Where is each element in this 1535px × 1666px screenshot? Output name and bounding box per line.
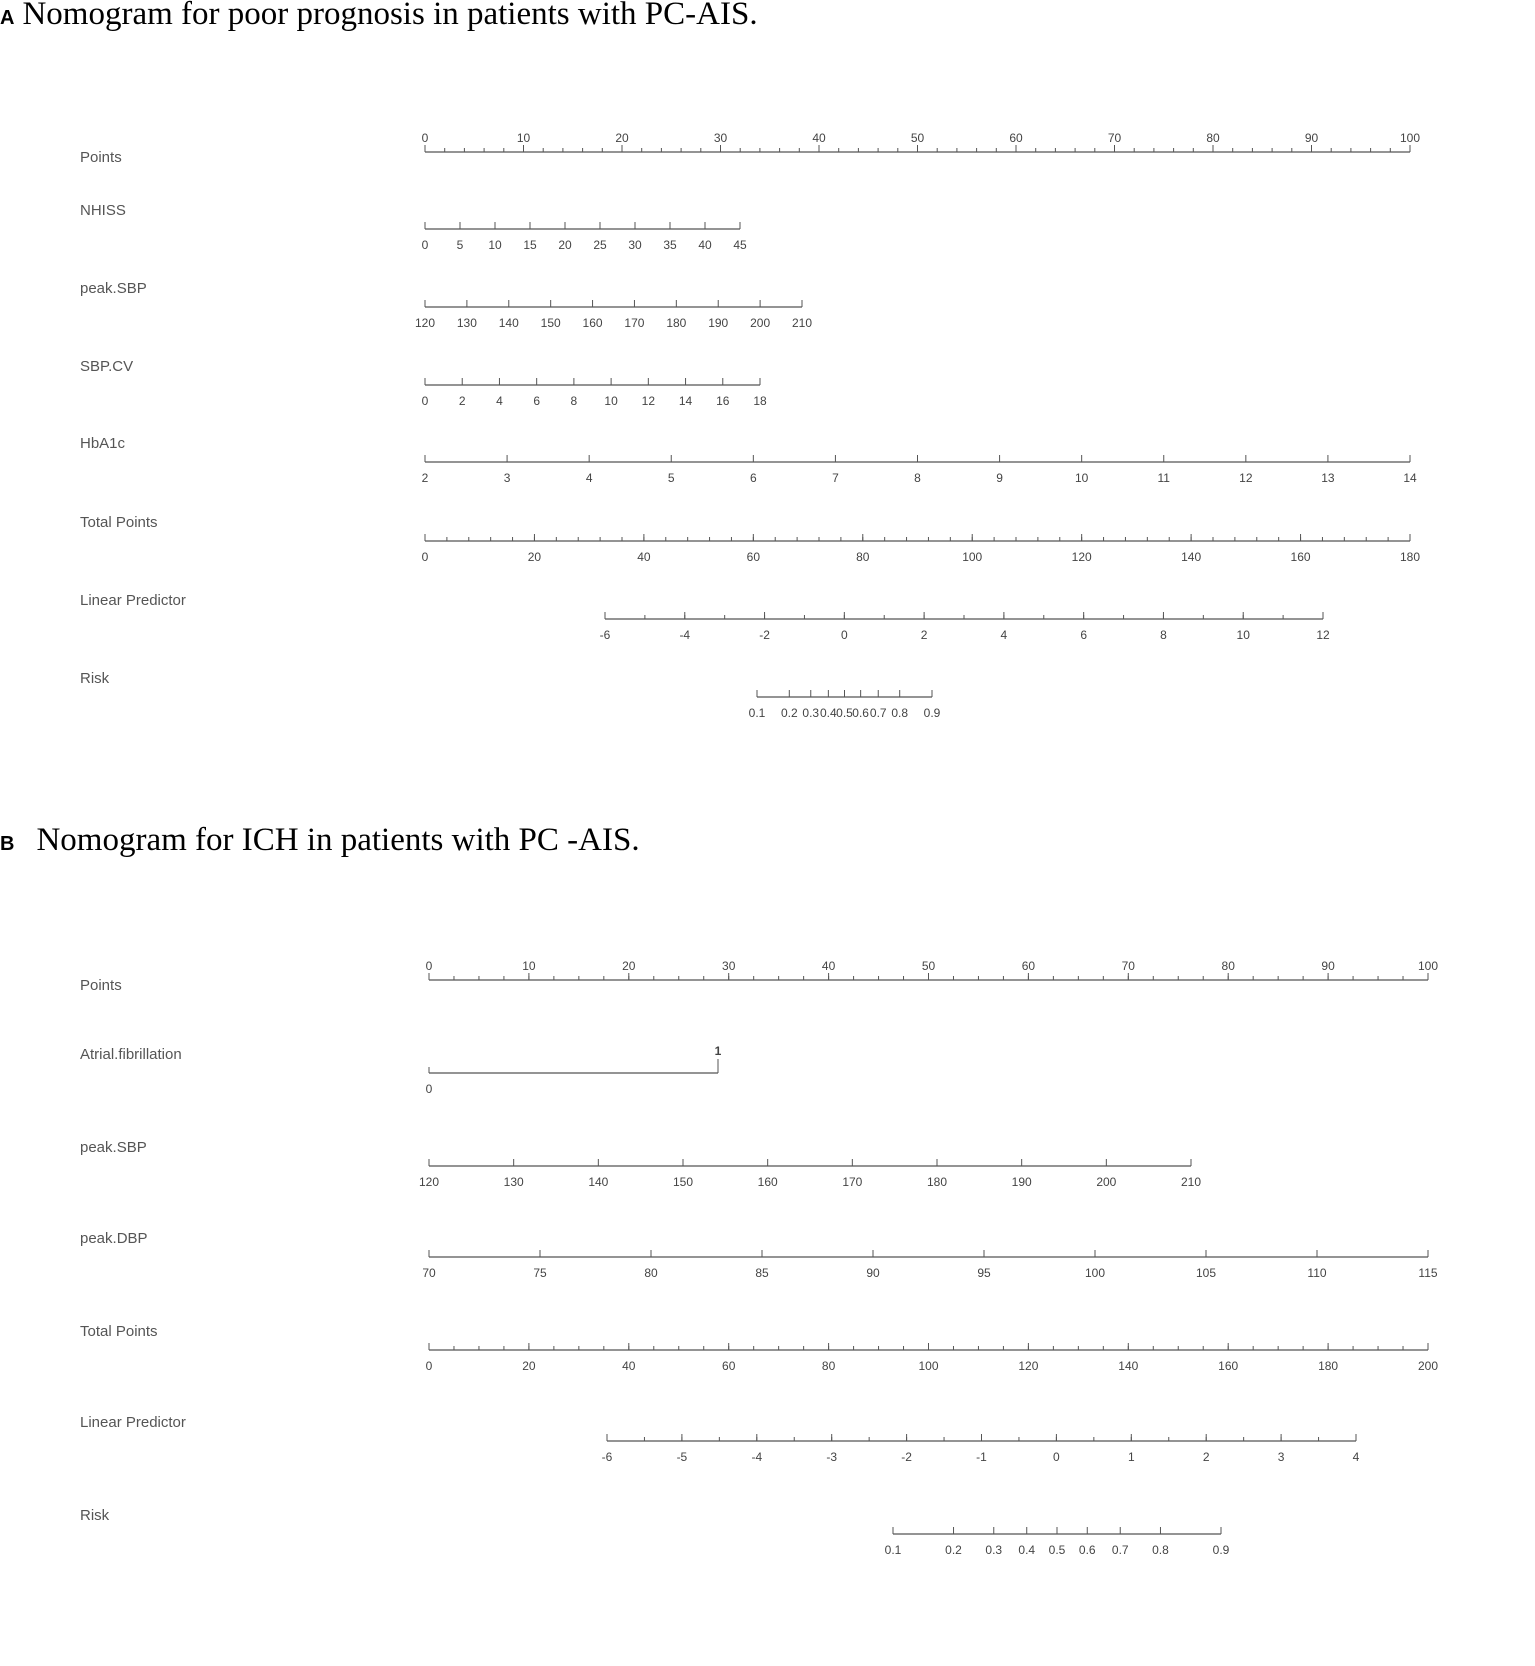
- tick-label: 2: [458, 394, 466, 408]
- tick-label: 180: [1318, 1359, 1339, 1373]
- axis-risk: [80, 670, 941, 720]
- tick-label: 40: [637, 550, 651, 564]
- tick-label: 70: [422, 1266, 436, 1280]
- tick-label: 170: [842, 1175, 863, 1189]
- axis-total-points: [80, 514, 1420, 564]
- tick-label: 30: [628, 238, 642, 252]
- tick-label: 105: [1195, 1266, 1217, 1280]
- tick-label: 70: [1107, 131, 1122, 145]
- tick-label: 60: [1021, 959, 1036, 973]
- tick-label: 10: [488, 238, 502, 252]
- tick-label: 85: [755, 1266, 769, 1280]
- tick-label: 190: [708, 316, 729, 330]
- tick-label: 14: [1403, 471, 1417, 485]
- tick-label: 150: [540, 316, 561, 330]
- tick-label: 0.2: [780, 706, 798, 720]
- tick-label: 120: [414, 316, 436, 330]
- tick-label: 12: [1239, 471, 1253, 485]
- axis-sbp-cv: [80, 358, 767, 408]
- tick-label: 15: [523, 238, 537, 252]
- tick-label: -1: [976, 1450, 987, 1464]
- tick-label: 35: [663, 238, 677, 252]
- tick-label: 50: [910, 131, 925, 145]
- tick-label: 160: [582, 316, 603, 330]
- tick-label: 30: [722, 959, 736, 973]
- axis-label-peak-sbp: peak.SBP: [80, 1139, 147, 1156]
- tick-label: 80: [821, 1359, 836, 1373]
- tick-label: 0.1: [748, 706, 766, 720]
- axis-linear-predictor: [80, 592, 1330, 642]
- tick-label: 0.9: [923, 706, 941, 720]
- tick-label: 0.5: [836, 706, 853, 720]
- tick-label: 3: [1277, 1450, 1285, 1464]
- tick-label: 40: [698, 238, 712, 252]
- tick-label: 0.7: [1111, 1543, 1129, 1557]
- tick-label: 11: [1157, 471, 1170, 485]
- axis-linear-predictor: [80, 1414, 1360, 1464]
- tick-label: 3: [503, 471, 511, 485]
- tick-label: 0.1: [884, 1543, 902, 1557]
- axis-label-risk: Risk: [80, 670, 110, 687]
- tick-label: 80: [644, 1266, 658, 1280]
- tick-label: 140: [1118, 1359, 1139, 1373]
- tick-label: 0.4: [1018, 1543, 1036, 1557]
- tick-label: 90: [1304, 131, 1319, 145]
- tick-label: -3: [826, 1450, 838, 1464]
- axis-label-sbp-cv: SBP.CV: [80, 358, 134, 375]
- tick-label: 20: [522, 1359, 536, 1373]
- tick-label: 6: [1080, 628, 1088, 642]
- axis-label-linear-predictor: Linear Predictor: [80, 1414, 186, 1431]
- tick-label: 4: [1000, 628, 1008, 642]
- tick-label: 80: [1221, 959, 1235, 973]
- tick-label: 60: [1009, 131, 1023, 145]
- tick-label: 0.6: [852, 706, 869, 720]
- tick-label: 20: [527, 550, 542, 564]
- tick-label: 1: [714, 1044, 722, 1058]
- tick-label: 200: [1417, 1359, 1439, 1373]
- tick-label: 5: [456, 238, 464, 252]
- axis-label-hba1c: HbA1c: [80, 435, 126, 452]
- tick-label: 0.5: [1048, 1543, 1066, 1557]
- tick-label: 4: [585, 471, 593, 485]
- tick-label: 20: [622, 959, 636, 973]
- tick-label: 60: [722, 1359, 736, 1373]
- tick-label: 2: [1202, 1450, 1210, 1464]
- tick-label: 200: [1096, 1175, 1117, 1189]
- axis-hba1c: [80, 435, 1417, 485]
- panel-b-title-text: Nomogram for ICH in patients with PC -AIS.: [36, 822, 640, 858]
- axis-label-total-points: Total Points: [80, 1323, 158, 1340]
- tick-label: 8: [570, 394, 578, 408]
- tick-label: 50: [921, 959, 936, 973]
- axis-label-nhiss: NHISS: [80, 202, 126, 219]
- nomogram-b: [0, 950, 1535, 1620]
- tick-label: 16: [716, 394, 730, 408]
- tick-label: 0: [425, 1082, 433, 1096]
- axis-points: [80, 959, 1438, 994]
- tick-label: 90: [1321, 959, 1335, 973]
- axis-label-peak-sbp: peak.SBP: [80, 280, 147, 297]
- tick-label: 200: [750, 316, 771, 330]
- tick-label: 160: [757, 1175, 778, 1189]
- tick-label: 120: [1071, 550, 1092, 564]
- nomogram-a: [0, 110, 1535, 750]
- tick-label: 30: [713, 131, 728, 145]
- tick-label: 130: [456, 316, 477, 330]
- tick-label: 0: [425, 959, 433, 973]
- tick-label: 100: [962, 550, 983, 564]
- tick-label: 70: [1121, 959, 1135, 973]
- tick-label: 2: [421, 471, 429, 485]
- tick-label: 10: [516, 131, 531, 145]
- tick-label: 160: [1290, 550, 1311, 564]
- tick-label: 210: [791, 316, 813, 330]
- tick-label: 0: [840, 628, 848, 642]
- axis-label-points: Points: [80, 977, 122, 994]
- tick-label: 7: [832, 471, 839, 485]
- tick-label: 0.3: [985, 1543, 1003, 1557]
- tick-label: 80: [856, 550, 870, 564]
- axis-risk: [80, 1507, 1230, 1557]
- tick-label: 25: [593, 238, 607, 252]
- tick-label: -5: [676, 1450, 688, 1464]
- tick-label: 140: [1181, 550, 1202, 564]
- axis-label-total-points: Total Points: [80, 514, 158, 531]
- tick-label: 160: [1218, 1359, 1239, 1373]
- axis-peak-dbp: [80, 1230, 1438, 1280]
- tick-label: -6: [599, 628, 611, 642]
- axis-points: [80, 131, 1420, 166]
- tick-label: 40: [812, 131, 826, 145]
- panel-b-letter: B: [0, 833, 15, 855]
- tick-label: 5: [667, 471, 675, 485]
- axis-label-peak-dbp: peak.DBP: [80, 1230, 148, 1247]
- axis-peak-sbp: [80, 1139, 1201, 1189]
- tick-label: 90: [866, 1266, 880, 1280]
- tick-label: 115: [1418, 1266, 1438, 1280]
- tick-label: 100: [918, 1359, 939, 1373]
- tick-label: 140: [588, 1175, 609, 1189]
- tick-label: 6: [533, 394, 541, 408]
- tick-label: 4: [1352, 1450, 1360, 1464]
- tick-label: 100: [1417, 959, 1439, 973]
- axis-label-risk: Risk: [80, 1507, 110, 1524]
- tick-label: 120: [1018, 1359, 1039, 1373]
- tick-label: 0.4: [820, 706, 837, 720]
- tick-label: 10: [1236, 628, 1250, 642]
- tick-label: -4: [751, 1450, 763, 1464]
- tick-label: 0.8: [891, 706, 909, 720]
- tick-label: 12: [641, 394, 656, 408]
- axis-label-atrial-fibrillation: Atrial.fibrillation: [80, 1046, 182, 1063]
- tick-label: 13: [1321, 471, 1335, 485]
- tick-label: 170: [624, 316, 645, 330]
- tick-label: 80: [1206, 131, 1220, 145]
- tick-label: 130: [503, 1175, 524, 1189]
- tick-label: 180: [666, 316, 687, 330]
- tick-label: 2: [920, 628, 928, 642]
- tick-label: 0.6: [1078, 1543, 1096, 1557]
- axis-label-points: Points: [80, 149, 122, 166]
- tick-label: 100: [1399, 131, 1421, 145]
- tick-label: 0.7: [869, 706, 887, 720]
- tick-label: 20: [615, 131, 629, 145]
- tick-label: 14: [678, 394, 693, 408]
- axis-nhiss: [80, 202, 747, 252]
- tick-label: 18: [753, 394, 767, 408]
- tick-label: 140: [498, 316, 519, 330]
- tick-label: 10: [1074, 471, 1089, 485]
- tick-label: 45: [733, 238, 747, 252]
- tick-label: 0: [421, 394, 429, 408]
- tick-label: 40: [821, 959, 836, 973]
- tick-label: 0: [421, 550, 429, 564]
- tick-label: 0: [421, 238, 429, 252]
- axis-label-linear-predictor: Linear Predictor: [80, 592, 186, 609]
- tick-label: 95: [977, 1266, 991, 1280]
- tick-label: 10: [522, 959, 536, 973]
- tick-label: 1: [1127, 1450, 1135, 1464]
- tick-label: -6: [601, 1450, 613, 1464]
- tick-label: -2: [901, 1450, 912, 1464]
- tick-label: 210: [1180, 1175, 1202, 1189]
- tick-label: 100: [1084, 1266, 1106, 1280]
- tick-label: 0: [1053, 1450, 1060, 1464]
- tick-label: 110: [1307, 1266, 1327, 1280]
- tick-label: 20: [558, 238, 572, 252]
- tick-label: 0: [425, 1359, 433, 1373]
- tick-label: 8: [1160, 628, 1167, 642]
- axis-atrial-fibrillation: [80, 1044, 722, 1096]
- axis-peak-sbp: [80, 280, 812, 330]
- tick-label: 60: [746, 550, 761, 564]
- tick-label: 180: [1399, 550, 1421, 564]
- tick-label: 8: [914, 471, 921, 485]
- tick-label: -2: [759, 628, 770, 642]
- tick-label: 6: [749, 471, 757, 485]
- tick-label: 0.8: [1152, 1543, 1169, 1557]
- axis-total-points: [80, 1323, 1438, 1373]
- panel-b-title: [0, 822, 640, 859]
- panel-a-title: [0, 0, 758, 33]
- tick-label: 9: [996, 471, 1003, 485]
- tick-label: 0.9: [1212, 1543, 1230, 1557]
- tick-label: 0: [421, 131, 429, 145]
- tick-label: -4: [679, 628, 691, 642]
- tick-label: 190: [1011, 1175, 1032, 1189]
- tick-label: 180: [926, 1175, 948, 1189]
- tick-label: 0.3: [802, 706, 820, 720]
- tick-label: 4: [496, 394, 503, 408]
- tick-label: 75: [533, 1266, 547, 1280]
- tick-label: 150: [672, 1175, 694, 1189]
- tick-label: 12: [1316, 628, 1330, 642]
- tick-label: 40: [622, 1359, 636, 1373]
- tick-label: 120: [418, 1175, 440, 1189]
- panel-a-title-text: Nomogram for poor prognosis in patients with PC-AIS.: [22, 0, 758, 32]
- panel-a-letter: A: [0, 7, 15, 29]
- tick-label: 10: [604, 394, 618, 408]
- tick-label: 0.2: [945, 1543, 962, 1557]
